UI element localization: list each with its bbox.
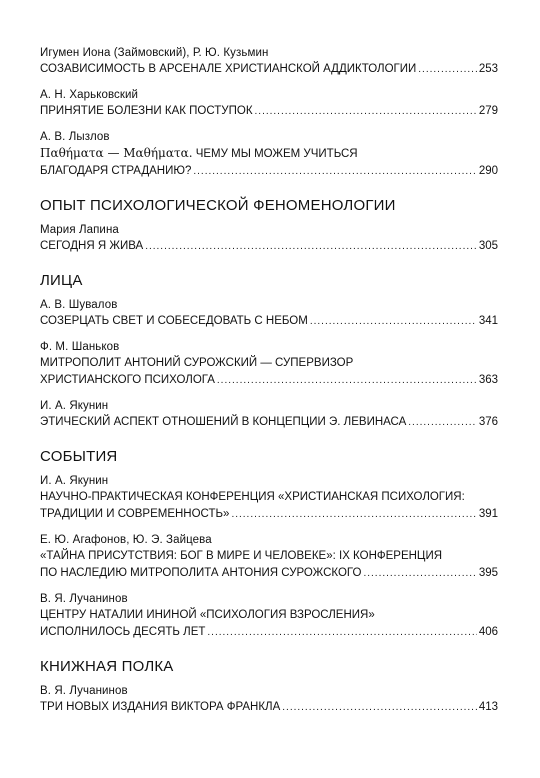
toc-entry[interactable] xyxy=(40,297,498,330)
page-number: 413 xyxy=(478,701,498,713)
dot-leader xyxy=(418,61,477,78)
entry-title: ИСПОЛНИЛОСЬ ДЕСЯТЬ ЛЕТ xyxy=(40,626,206,638)
entry-title: СЕГОДНЯ Я ЖИВА xyxy=(40,240,144,252)
toc-entry[interactable] xyxy=(40,339,498,389)
entry-title: ХРИСТИАНСКОГО ПСИХОЛОГА xyxy=(40,374,215,386)
entry-author: В. Я. Лучанинов xyxy=(40,593,128,605)
entry-author: А. В. Лызлов xyxy=(40,131,110,143)
table-of-contents xyxy=(40,45,498,725)
entry-author: А. Н. Харьковский xyxy=(40,89,139,101)
entry-title-line xyxy=(40,624,498,641)
dot-leader xyxy=(310,313,477,330)
entry-author: И. А. Якунин xyxy=(40,400,109,412)
greek-title-prefix: Παθήματα — Μαθήματα. xyxy=(40,146,193,160)
entry-title-rest: ЧЕМУ МЫ МОЖЕМ УЧИТЬСЯ xyxy=(192,148,358,160)
dot-leader xyxy=(408,414,477,431)
page-number: 305 xyxy=(478,240,498,252)
entry-title: ЭТИЧЕСКИЙ АСПЕКТ ОТНОШЕНИЙ В КОНЦЕПЦИИ Э. ЛЕВИНАСА xyxy=(40,416,407,428)
section-heading: КНИЖНАЯ ПОЛКА xyxy=(40,658,174,675)
page-number: 406 xyxy=(478,626,498,638)
entry-title: БЛАГОДАРЯ СТРАДАНИЮ? xyxy=(40,165,192,177)
page-number: 376 xyxy=(478,416,498,428)
entry-title: СОЗАВИСИМОСТЬ В АРСЕНАЛЕ ХРИСТИАНСКОЙ АДДИКТОЛОГИИ xyxy=(40,63,417,75)
entry-title-first-line xyxy=(40,145,498,163)
page-number: 341 xyxy=(478,315,498,327)
toc-entry[interactable] xyxy=(40,45,498,78)
page-number: 391 xyxy=(478,508,498,520)
entry-title-line xyxy=(40,565,498,582)
section-heading: ОПЫТ ПСИХОЛОГИЧЕСКОЙ ФЕНОМЕНОЛОГИИ xyxy=(40,197,396,214)
entry-title: ТРАДИЦИИ И СОВРЕМЕННОСТЬ» xyxy=(40,508,230,520)
dot-leader xyxy=(207,624,476,641)
dot-leader xyxy=(193,163,476,180)
entry-author: В. Я. Лучанинов xyxy=(40,685,128,697)
toc-entry[interactable] xyxy=(40,473,498,523)
entry-author: Е. Ю. Агафонов, Ю. Э. Зайцева xyxy=(40,534,212,546)
entry-title-first-line: НАУЧНО-ПРАКТИЧЕСКАЯ КОНФЕРЕНЦИЯ «ХРИСТИАНСКАЯ ПСИХОЛОГИЯ: xyxy=(40,491,465,503)
toc-entry[interactable] xyxy=(40,532,498,582)
dot-leader xyxy=(282,699,477,716)
entry-title-first-line: «ТАЙНА ПРИСУТСТВИЯ: БОГ В МИРЕ И ЧЕЛОВЕКЕ»: IX КОНФЕРЕНЦИЯ xyxy=(40,550,443,562)
page-number: 363 xyxy=(478,374,498,386)
entry-title-first-line: ЦЕНТРУ НАТАЛИИ ИНИНОЙ «ПСИХОЛОГИЯ ВЗРОСЛЕНИЯ» xyxy=(40,609,375,621)
page-number: 279 xyxy=(478,105,498,117)
entry-title-line xyxy=(40,372,498,389)
entry-title-line xyxy=(40,699,498,716)
entry-title-line xyxy=(40,61,498,78)
toc-entry[interactable] xyxy=(40,398,498,431)
entry-author: Ф. М. Шаньков xyxy=(40,341,120,353)
entry-author: И. А. Якунин xyxy=(40,475,109,487)
entry-title-line xyxy=(40,238,498,255)
dot-leader xyxy=(363,565,476,582)
entry-author: Игумен Иона (Займовский), Р. Ю. Кузьмин xyxy=(40,47,269,59)
page-number: 290 xyxy=(478,165,498,177)
toc-entry[interactable] xyxy=(40,222,498,255)
section-heading: СОБЫТИЯ xyxy=(40,448,118,465)
dot-leader xyxy=(255,103,477,120)
entry-title-first-line: МИТРОПОЛИТ АНТОНИЙ СУРОЖСКИЙ — СУПЕРВИЗОР xyxy=(40,357,354,369)
page-number: 253 xyxy=(478,63,498,75)
entry-title: ПО НАСЛЕДИЮ МИТРОПОЛИТА АНТОНИЯ СУРОЖСКОГО xyxy=(40,567,362,579)
entry-title: ПРИНЯТИЕ БОЛЕЗНИ КАК ПОСТУПОК xyxy=(40,105,253,117)
entry-author: А. В. Шувалов xyxy=(40,299,118,311)
toc-entry[interactable] xyxy=(40,129,498,180)
entry-title-line xyxy=(40,313,498,330)
dot-leader xyxy=(145,238,477,255)
entry-author: Мария Лапина xyxy=(40,224,119,236)
entry-title: СОЗЕРЦАТЬ СВЕТ И СОБЕСЕДОВАТЬ С НЕБОМ xyxy=(40,315,308,327)
dot-leader xyxy=(231,506,476,523)
page-number: 395 xyxy=(478,567,498,579)
entry-title-line xyxy=(40,506,498,523)
dot-leader xyxy=(217,372,477,389)
entry-title-line xyxy=(40,414,498,431)
entry-title: ТРИ НОВЫХ ИЗДАНИЯ ВИКТОРА ФРАНКЛА xyxy=(40,701,281,713)
toc-entry[interactable] xyxy=(40,591,498,641)
entry-title-line xyxy=(40,103,498,120)
entry-title-line xyxy=(40,163,498,180)
section-heading: ЛИЦА xyxy=(40,272,83,289)
toc-entry[interactable] xyxy=(40,87,498,120)
toc-entry[interactable] xyxy=(40,683,498,716)
